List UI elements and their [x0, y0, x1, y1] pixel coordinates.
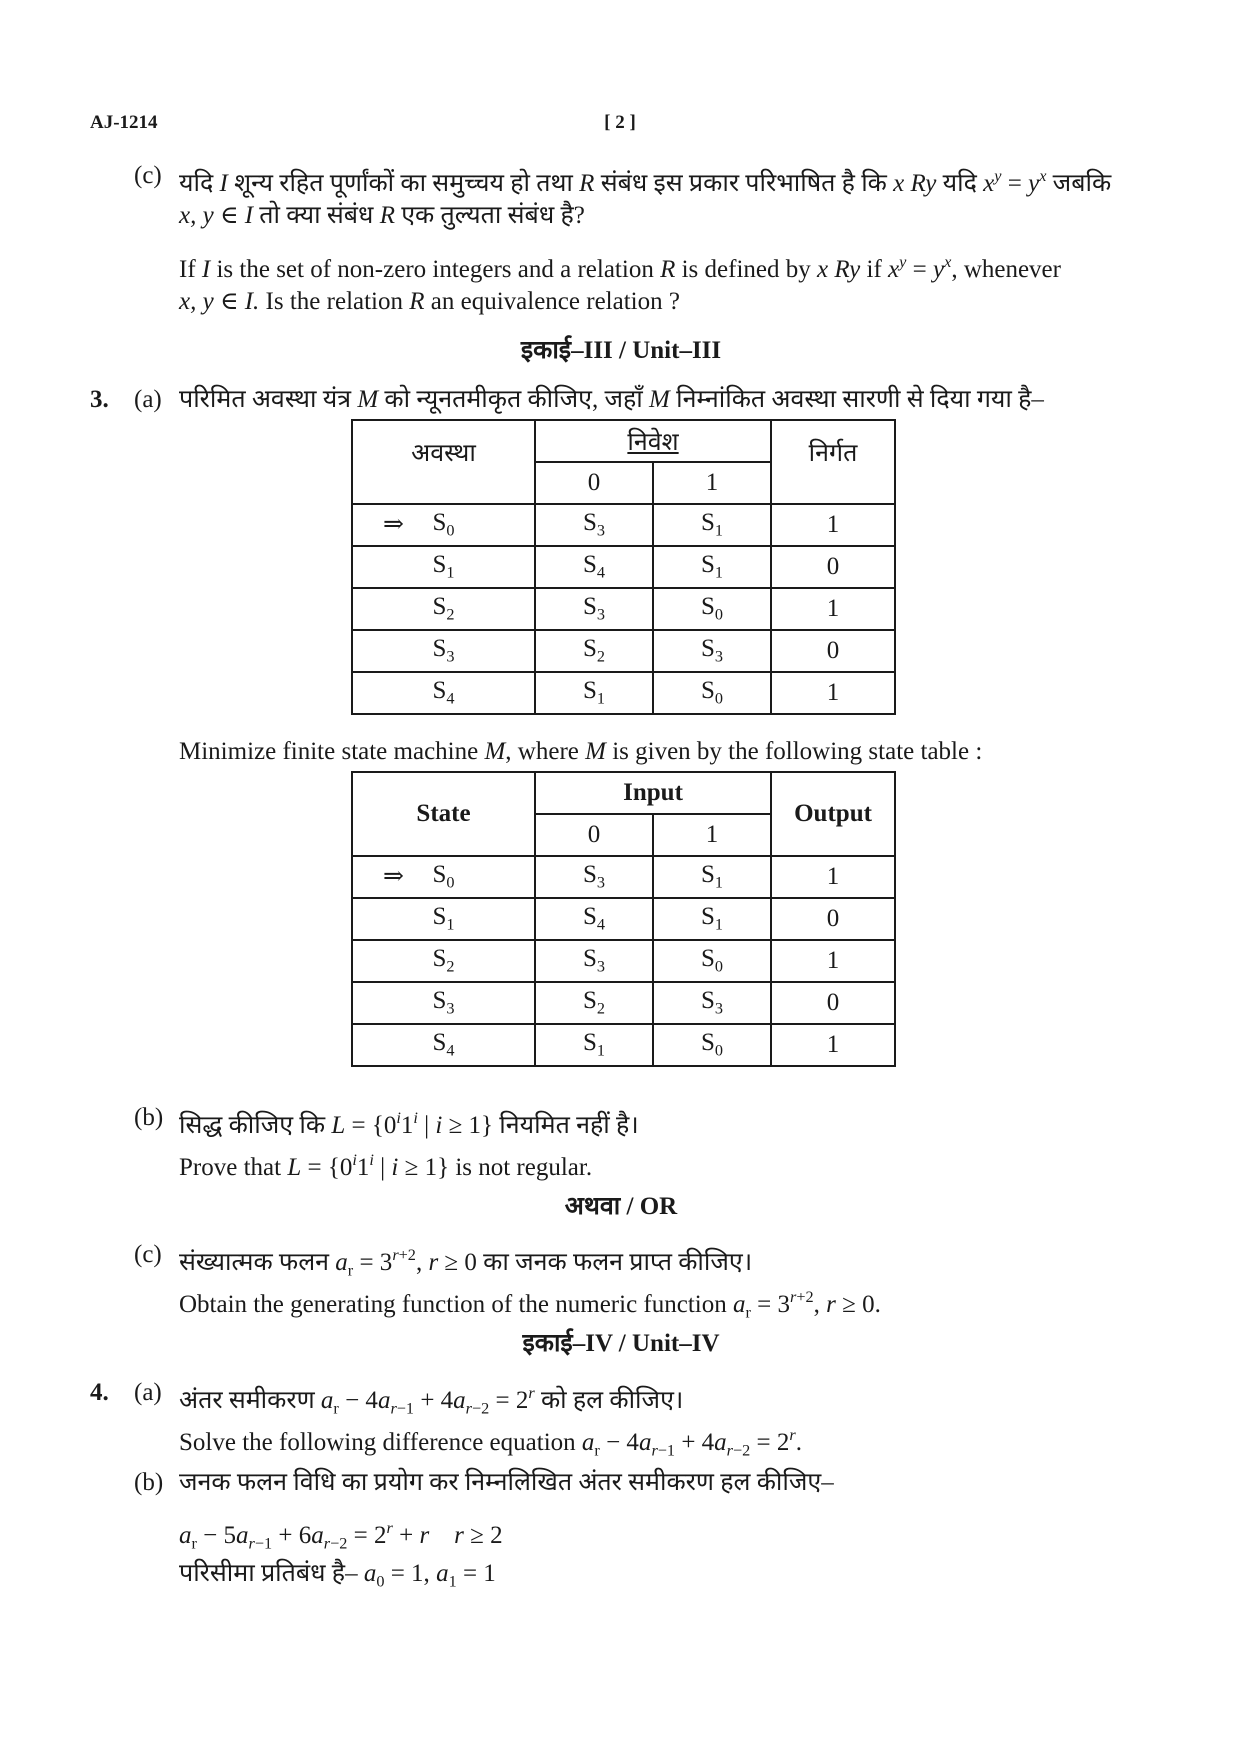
- q3b-hindi: सिद्ध कीजिए कि $L = \{0^i1^i$ | i ≥ 1} नियमित नहीं है।: [179, 1109, 639, 1139]
- q3c-english: Obtain the generating function of the numeric function $a_r = 3^{r+2}$, r ≥ 0.: [179, 1288, 881, 1322]
- next-state-1: $S_1$: [653, 504, 771, 546]
- q4a-english: Solve the following difference equation $a_r - 4a_{r-1} + 4a_{r-2} = 2^r$.: [179, 1426, 802, 1460]
- next-state-1: $S_3$: [653, 630, 771, 672]
- next-state-0: $S_3$: [535, 940, 653, 982]
- state-label: $S_2$: [432, 945, 455, 976]
- q4b-equation: $a_r - 5a_{r-1} + 6a_{r-2} = 2^r + r$ r ≥ 2: [179, 1519, 503, 1553]
- next-state-1: $S_1$: [653, 546, 771, 588]
- q2c-label: (c): [134, 162, 162, 189]
- q2c-hindi-line1: यदि I शून्य रहित पूर्णांकों का समुच्चय हो तथा R संबंध इस प्रकार परिभाषित है कि x Ry यदि $x^y = y^x$ जबकि: [179, 167, 1112, 197]
- state-label: $S_4$: [432, 1029, 455, 1060]
- q3c-hindi: संख्यात्मक फलन $a_r = 3^{r+2}$, r ≥ 0 का जनक फलन प्राप्त कीजिए।: [179, 1246, 753, 1280]
- state-row-s0: [352, 856, 895, 898]
- q2c-english-line2: x, y ∈ I. Is the relation R an equivalence relation ?: [179, 288, 680, 315]
- state-table-hindi: [351, 419, 896, 715]
- state-label: $S_3$: [432, 987, 455, 1018]
- next-state-0: $S_4$: [535, 898, 653, 940]
- state-cell: [352, 898, 535, 940]
- state-header: अवस्था: [352, 420, 535, 504]
- next-state-0: $S_1$: [535, 672, 653, 714]
- state-cell: [352, 672, 535, 714]
- state-label: $S_1$: [432, 903, 455, 934]
- state-row-s4: [352, 672, 895, 714]
- state-cell: [352, 588, 535, 630]
- output-header: Output: [771, 772, 895, 856]
- output-cell: 1: [771, 856, 895, 898]
- input-1-header: 1: [653, 462, 771, 504]
- output-header: निर्गत: [771, 420, 895, 504]
- state-cell: [352, 940, 535, 982]
- q3a-label: (a): [134, 386, 162, 413]
- output-cell: 1: [771, 588, 895, 630]
- q3b-label: (b): [134, 1104, 164, 1131]
- state-row-s4: [352, 1024, 895, 1066]
- input-header: निवेश: [535, 420, 771, 462]
- state-cell: [352, 546, 535, 588]
- start-state-arrow-icon: ⇒: [383, 863, 404, 891]
- next-state-1: $S_0$: [653, 940, 771, 982]
- state-row-s0: [352, 504, 895, 546]
- start-state-arrow-icon: ⇒: [383, 511, 404, 539]
- state-row-s3: [352, 982, 895, 1024]
- next-state-0: $S_4$: [535, 546, 653, 588]
- state-label: $S_0$: [432, 861, 455, 892]
- next-state-0: $S_3$: [535, 588, 653, 630]
- state-row-s2: [352, 588, 895, 630]
- q2c-english-line1: If I is the set of non-zero integers and a relation R is defined by x Ry if $x^y = y^x$, whenever: [179, 253, 1061, 283]
- output-cell: 1: [771, 672, 895, 714]
- state-label: $S_4$: [432, 677, 455, 708]
- next-state-0: $S_2$: [535, 630, 653, 672]
- next-state-1: $S_3$: [653, 982, 771, 1024]
- q4-number: 4.: [90, 1379, 109, 1406]
- state-row-s1: [352, 898, 895, 940]
- q2c-hindi-line2: x, y ∈ I तो क्या संबंध R एक तुल्यता संबंध है?: [179, 202, 585, 229]
- next-state-1: $S_1$: [653, 856, 771, 898]
- input-0-header: 0: [535, 814, 653, 856]
- next-state-0: $S_3$: [535, 504, 653, 546]
- state-header: State: [352, 772, 535, 856]
- state-cell: [352, 982, 535, 1024]
- q3a-hindi: परिमित अवस्था यंत्र M को न्यूनतमीकृत कीजिए, जहाँ M निम्नांकित अवस्था सारणी से दिया गया है–: [179, 386, 1044, 413]
- state-row-s2: [352, 940, 895, 982]
- q3b-english: Prove that $L = \{0^i1^i$ | i ≥ 1} is not regular.: [179, 1151, 593, 1181]
- next-state-0: $S_2$: [535, 982, 653, 1024]
- next-state-1: $S_1$: [653, 898, 771, 940]
- input-1-header: 1: [653, 814, 771, 856]
- state-cell: [352, 856, 535, 898]
- output-cell: 1: [771, 940, 895, 982]
- output-cell: 1: [771, 1024, 895, 1066]
- next-state-0: $S_3$: [535, 856, 653, 898]
- output-cell: 0: [771, 982, 895, 1024]
- q3c-label: (c): [134, 1241, 162, 1268]
- page-header: [90, 112, 1150, 142]
- state-label: $S_2$: [432, 593, 455, 624]
- state-cell: [352, 504, 535, 546]
- q3-number: 3.: [90, 386, 109, 413]
- q4b-label: (b): [134, 1469, 164, 1496]
- output-cell: 1: [771, 504, 895, 546]
- next-state-1: $S_0$: [653, 672, 771, 714]
- output-cell: 0: [771, 630, 895, 672]
- next-state-1: $S_0$: [653, 1024, 771, 1066]
- page-number: [ 2 ]: [604, 112, 636, 133]
- q4a-hindi: अंतर समीकरण $a_r - 4a_{r-1} + 4a_{r-2} = 2^r$ को हल कीजिए।: [179, 1384, 684, 1418]
- unit-3-heading: इकाई–III / Unit–III: [520, 337, 722, 364]
- state-label: $S_1$: [432, 551, 455, 582]
- unit-4-heading: इकाई–IV / Unit–IV: [522, 1330, 720, 1357]
- state-cell: [352, 1024, 535, 1066]
- state-label: $S_3$: [432, 635, 455, 666]
- state-cell: [352, 630, 535, 672]
- state-row-s3: [352, 630, 895, 672]
- q3a-english: Minimize finite state machine M, where M is given by the following state table :: [179, 738, 983, 765]
- next-state-1: $S_0$: [653, 588, 771, 630]
- state-table-english: [351, 771, 896, 1067]
- or-heading: अथवा / OR: [564, 1193, 678, 1220]
- output-cell: 0: [771, 898, 895, 940]
- state-label: $S_0$: [432, 509, 455, 540]
- q4a-label: (a): [134, 1379, 162, 1406]
- paper-code: AJ-1214: [90, 112, 158, 133]
- q4b-hindi: जनक फलन विधि का प्रयोग कर निम्नलिखित अंतर समीकरण हल कीजिए–: [179, 1469, 834, 1496]
- input-header: Input: [535, 772, 771, 814]
- output-cell: 0: [771, 546, 895, 588]
- q4b-boundary-conditions: परिसीमा प्रतिबंध है– $a_0 = 1$, $a_1 = 1$: [179, 1560, 496, 1591]
- state-row-s1: [352, 546, 895, 588]
- input-0-header: 0: [535, 462, 653, 504]
- next-state-0: $S_1$: [535, 1024, 653, 1066]
